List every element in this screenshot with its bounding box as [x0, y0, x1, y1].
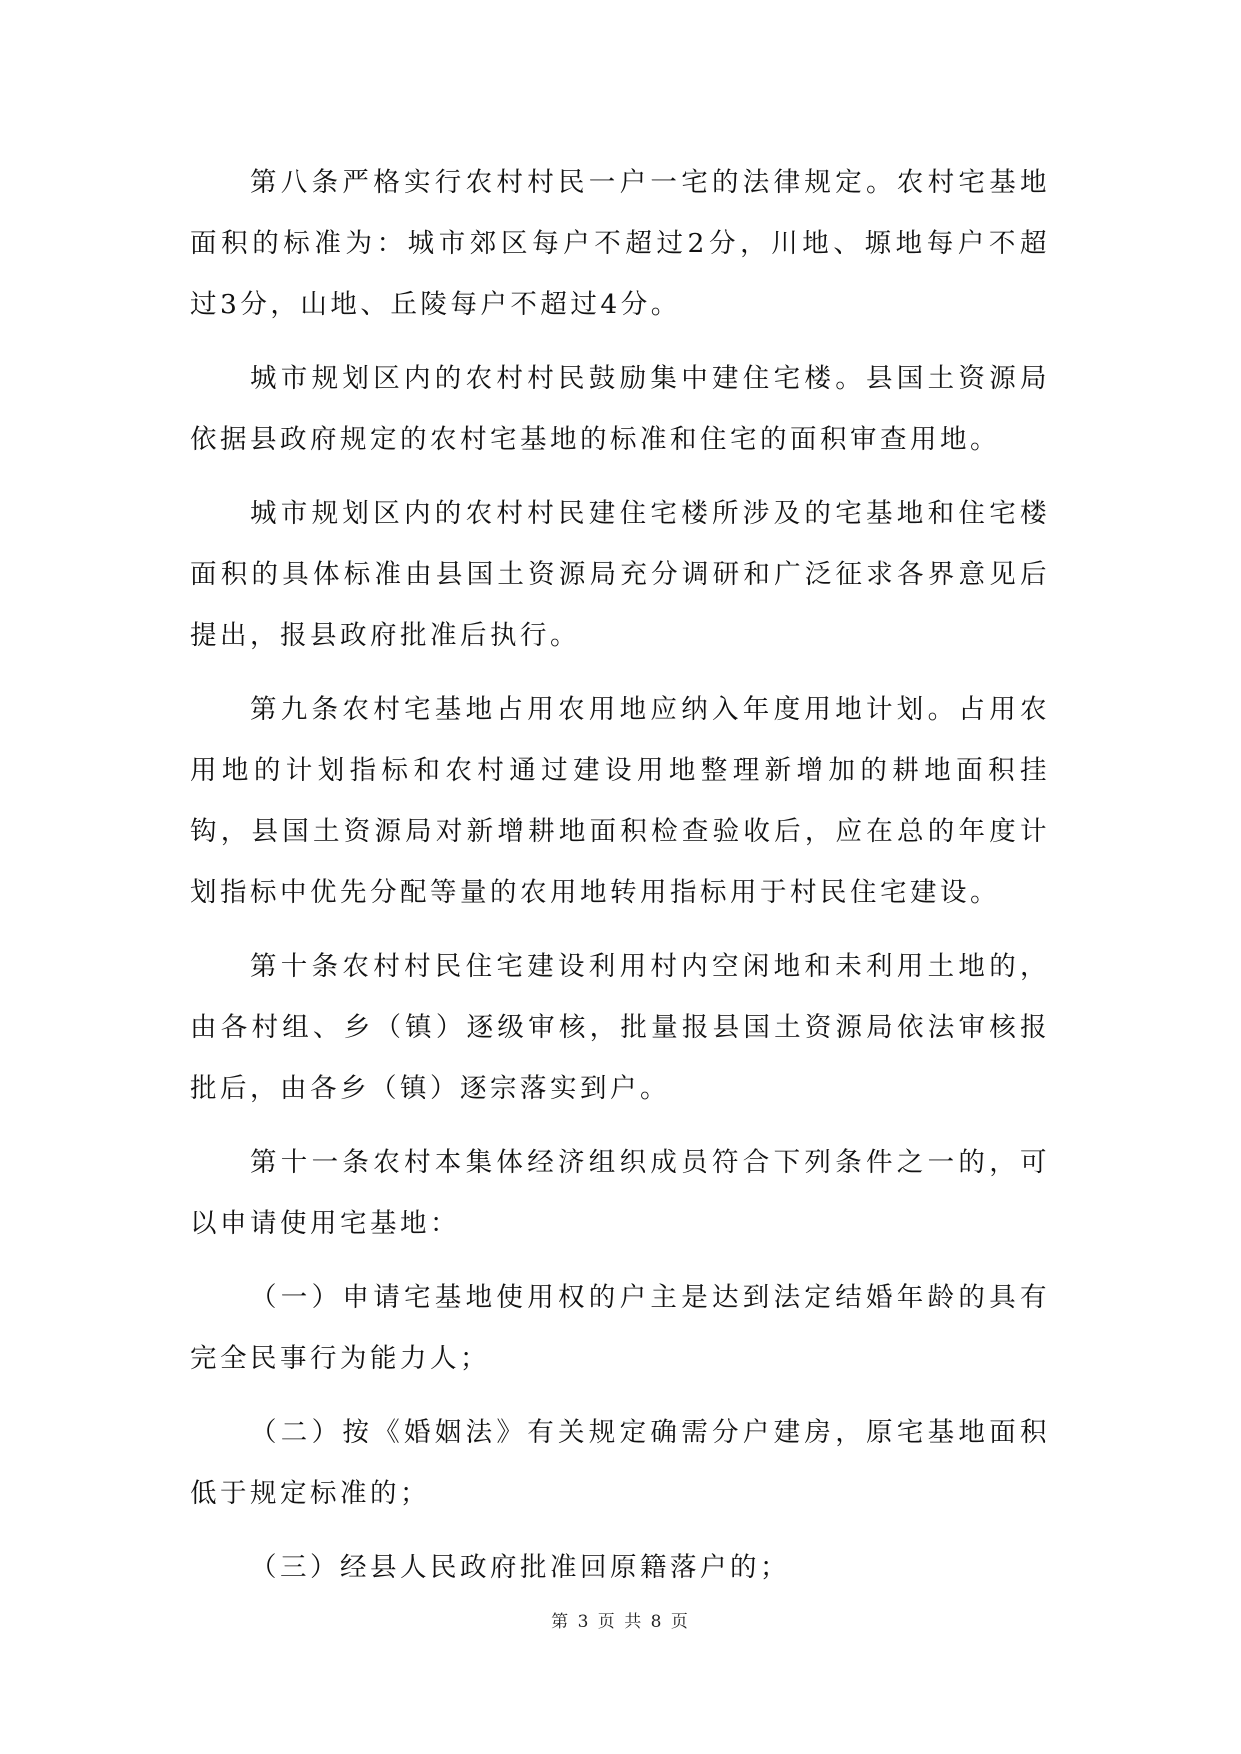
article-9-paragraph: 第九条农村宅基地占用农用地应纳入年度用地计划。占用农用地的计划指标和农村通过建设用地整理新增加的耕地面积挂钩，县国土资源局对新增耕地面积检查验收后，应在总的年度计划指标中优先分配等量的农用地转用指标用于村民住宅建设。: [190, 694, 1050, 908]
document-body: [190, 152, 1050, 1611]
urban-planning-paragraph: 城市规划区内的农村村民鼓励集中建住宅楼。县国土资源局依据县政府规定的农村宅基地的标准和住宅的面积审查用地。: [190, 363, 1050, 455]
condition-1-paragraph: （一）申请宅基地使用权的户主是达到法定结婚年龄的具有完全民事行为能力人；: [190, 1282, 1050, 1374]
residential-building-standard-paragraph: 城市规划区内的农村村民建住宅楼所涉及的宅基地和住宅楼面积的具体标准由县国土资源局充分调研和广泛征求各界意见后提出，报县政府批准后执行。: [190, 498, 1050, 651]
condition-2-paragraph: （二）按《婚姻法》有关规定确需分户建房，原宅基地面积低于规定标准的；: [190, 1417, 1050, 1509]
article-8-paragraph: 第八条严格实行农村村民一户一宅的法律规定。农村宅基地面积的标准为：城市郊区每户不超过2分，川地、塬地每户不超过3分，山地、丘陵每户不超过4分。: [190, 167, 1050, 320]
page-number-footer: 第 3 页 共 8 页: [551, 1612, 690, 1632]
article-11-paragraph: 第十一条农村本集体经济组织成员符合下列条件之一的，可以申请使用宅基地：: [190, 1147, 1050, 1239]
condition-3-paragraph: （三）经县人民政府批准回原籍落户的；: [250, 1552, 790, 1583]
article-10-paragraph: 第十条农村村民住宅建设利用村内空闲地和未利用土地的，由各村组、乡（镇）逐级审核，批量报县国土资源局依法审核报批后，由各乡（镇）逐宗落实到户。: [190, 951, 1050, 1104]
